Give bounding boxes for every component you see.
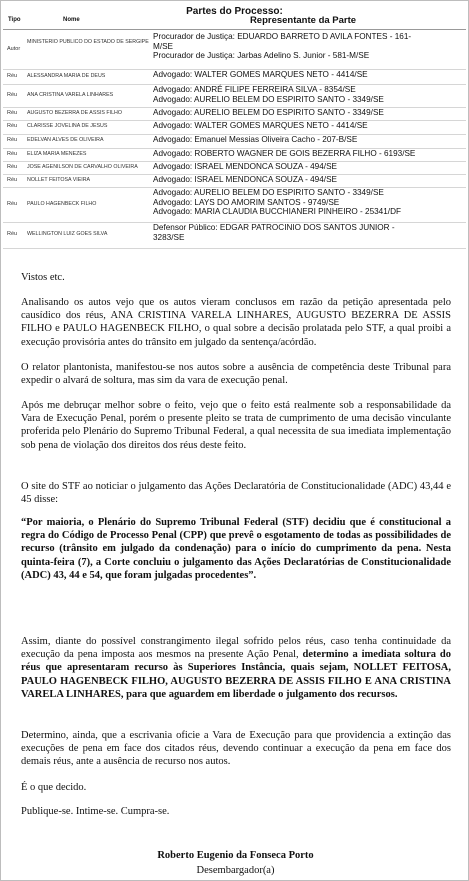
party-name: JOSE AGENILSON DE CARVALHO OLIVEIRA (27, 163, 138, 170)
representative-line: Advogado: ROBERTO WAGNER DE GOIS BEZERRA FILHO - 6193/SE (153, 149, 416, 158)
party-representatives (153, 135, 460, 145)
party-row (3, 31, 466, 70)
paragraph-assim (21, 635, 451, 701)
paragraph-apos: Após me debruçar melhor sobre o feito, vejo que o feito está realmente sob a responsabilidade da Vara de Execução Penal, porém o presente pleito se trata de cumprimento de uma decisão vinculante proferida pelo Plenário do Supremo Tribunal Federal, a qual necessita de sua imediata implementação sob pena de violação dos direitos dos réus deste feito. (21, 400, 451, 451)
representative-line: Advogado: WALTER GOMES MARQUES NETO - 4414/SE (153, 70, 368, 79)
representative-line: Defensor Público: EDGAR PATROCINIO DOS SANTOS JUNIOR - (153, 223, 395, 232)
party-name: WELLINGTON LUIZ GOES SILVA (27, 231, 108, 237)
party-type: Réu (7, 176, 18, 183)
party-name: ANA CRISTINA VARELA LINHARES (27, 91, 114, 98)
representative-line: Advogado: ISRAEL MENDONCA SOUZA - 494/SE (153, 175, 337, 184)
party-row (3, 84, 466, 108)
party-representatives (153, 85, 460, 104)
signature-name: Roberto Eugenio da Fonseca Porto (157, 850, 314, 861)
party-name: AUGUSTO BEZERRA DE ASSIS FILHO (27, 109, 122, 116)
party-row (3, 222, 466, 249)
party-representatives (153, 108, 460, 118)
paragraph-relator: O relator plantonista, manifestou-se nos autos sobre a ausência de competência deste Tribunal para expedir o alvará de soltura, mas sim da vara de execução penal. (21, 362, 451, 387)
party-representatives (153, 121, 460, 131)
representative-line: Advogado: WALTER GOMES MARQUES NETO - 4414/SE (153, 121, 368, 130)
paragraph-assim-start: Assim, diante do possível constrangimento ilegal sofrido pelos réus, caso tenha continuidade da execução da pena imposta aos mesmos na presente Ação Penal, (21, 636, 451, 661)
representative-line: Procurador de Justiça: Jarbas Adelino S. Junior - 581-M/SE (153, 51, 370, 60)
signature-title: Desembargador(a) (196, 865, 275, 876)
party-row (3, 107, 466, 121)
party-row (3, 134, 466, 149)
representative-line: Advogado: ISRAEL MENDONCA SOUZA - 494/SE (153, 162, 337, 171)
party-representatives (153, 188, 460, 217)
party-representatives (153, 223, 460, 242)
party-name: PAULO HAGENBECK FILHO (27, 200, 97, 207)
column-header-representante: Representante da Parte (249, 15, 357, 26)
representative-line: Advogado: MARIA CLAUDIA BUCCHIANERI PINHEIRO - 25341/DF (153, 207, 401, 216)
party-type: Réu (7, 91, 18, 98)
party-type: Autor (7, 46, 21, 52)
paragraph-vistos: Vistos etc. (21, 272, 65, 283)
party-row (3, 120, 466, 135)
party-type: Réu (7, 231, 18, 237)
party-representatives (153, 32, 460, 61)
party-representatives (153, 70, 460, 80)
paragraph-assim-decision: determino a imediata soltura do réus que apresentaram recurso às Superiores Instância, quais sejam, NOLLET FEITOSA, PAULO HAGENBECK FILHO, AUGUSTO BEZERRA DE ASSIS FILHO E ANA CRISTINA VARELA LINHARES, para que aguardem em liberdade o julgamento dos recursos. (21, 649, 451, 700)
party-type: Réu (7, 163, 18, 170)
paragraph-analisando-start: Analisando os autos vejo que os autos vieram conclusos em razão da petição apresentada pelo causídico dos réus, (21, 297, 451, 322)
party-row (3, 148, 466, 162)
paragraph-decido: É o que decido. (21, 782, 87, 793)
representative-line: Advogado: AURELIO BELEM DO ESPIRITO SANTO - 3349/SE (153, 108, 384, 117)
representative-line: Advogado: LAYS DO AMORIM SANTOS - 9749/SE (153, 197, 340, 207)
header-divider (3, 29, 466, 30)
party-name: ALESSANDRA MARIA DE DEUS (27, 72, 106, 79)
party-representatives (153, 162, 460, 172)
representative-line: 3283/SE (153, 232, 185, 242)
representative-line: Advogado: AURELIO BELEM DO ESPIRITO SANTO - 3349/SE (153, 94, 384, 104)
representative-line: Procurador de Justiça: EDUARDO BARRETO D AVILA FONTES - 161- (153, 32, 412, 41)
party-name: EDELVAN ALVES DE OLIVEIRA (27, 137, 104, 143)
parties-title: Partes do Processo: (186, 6, 283, 17)
paragraph-analisando (21, 296, 451, 349)
paragraph-quote-stf: “Por maioria, o Plenário do Supremo Tribunal Federal (STF) decidiu que é constitucional a regra do Código de Processo Penal (CPP) que prevê o esgotamento de todas as possibilidades de recurso (trânsito em julgado da condenação) para o início do cumprimento da pena. Nesta quinta-feira (7), a Corte concluiu o julgamento das Ações Declaratórias de Constitucionalidade (ADC) 43, 44 e 54, que foram julgadas procedentes”. (21, 517, 451, 581)
party-representatives (153, 149, 460, 159)
party-type: Réu (7, 109, 18, 116)
party-name: MINISTERIO PUBLICO DO ESTADO DE SERGIPE (27, 39, 149, 45)
party-row (3, 69, 466, 85)
paragraph-site-stf: O site do STF ao noticiar o julgamento das Ações Declaratória de Constitucionalidade (ADC) 43,44 e 45 disse: (21, 481, 451, 506)
party-type: Réu (7, 150, 18, 157)
party-type: Réu (7, 200, 18, 207)
column-header-nome: Nome (63, 17, 80, 23)
party-type: Réu (7, 123, 18, 129)
party-row (3, 174, 466, 188)
party-type: Réu (7, 137, 18, 143)
representative-line: Advogado: Emanuel Messias Oliveira Cacho - 207-B/SE (153, 135, 358, 144)
parties-table (3, 3, 466, 249)
paragraph-analisando-end: , o qual sobre a decisão prolatada pelo STF, a qual proibi a execução provisória antes do trânsito em julgado da sentença/acórdão. (21, 323, 451, 348)
party-type: Réu (7, 72, 18, 79)
party-name: NOLLET FEITOSA VIEIRA (27, 176, 91, 183)
party-name: CLARISSE JOVELINA DE JESUS (27, 123, 108, 129)
paragraph-publique: Publique-se. Intime-se. Cumpra-se. (21, 806, 170, 817)
paragraph-determino: Determino, ainda, que a escrivania oficie a Vara de Execução para que providencia a extinção das execuções de pena em face dos citados réus, devendo continuar a execução da pena em face dos demais réus, ante a ausência de recurso nos autos. (21, 730, 451, 768)
representative-line: Advogado: AURELIO BELEM DO ESPIRITO SANTO - 3349/SE (153, 188, 384, 197)
party-representatives (153, 175, 460, 185)
party-name: ELIZA MARIA MENEZES (27, 150, 87, 157)
representative-line: M/SE (153, 41, 174, 51)
representative-line: Advogado: ANDRÉ FILIPE FERREIRA SILVA - 8354/SE (153, 85, 356, 94)
column-header-tipo: Tipo (8, 17, 21, 23)
paragraph-analisando-names: ANA CRISTINA VARELA LINHARES, AUGUSTO BEZERRA DE ASSIS FILHO e PAULO HAGENBECK FILHO (21, 310, 451, 335)
party-row (3, 187, 466, 223)
party-row (3, 161, 466, 175)
